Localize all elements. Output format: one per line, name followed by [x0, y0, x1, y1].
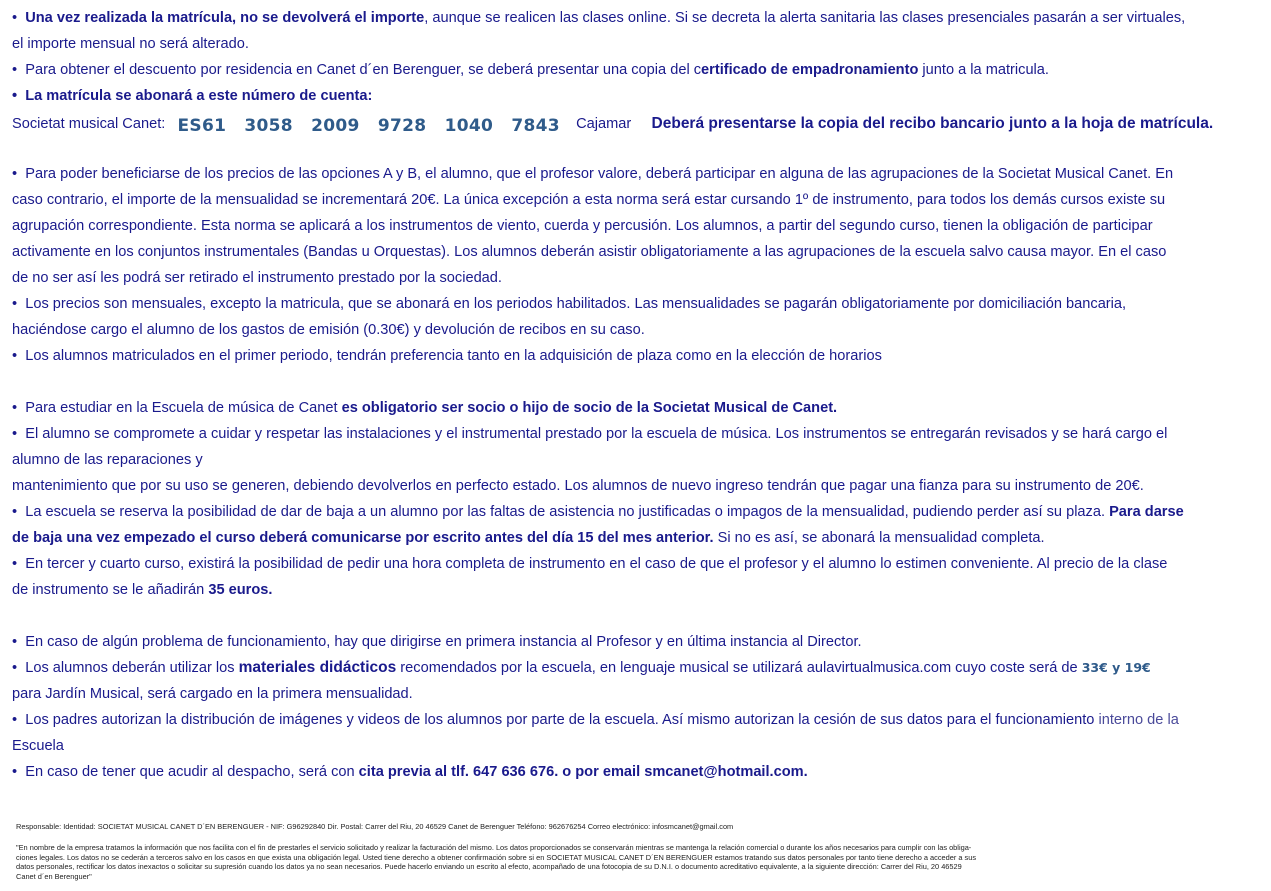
account-header: La matrícula se abonará a este número de cuenta:: [25, 88, 373, 104]
line-p4-5: Escuela: [12, 738, 64, 754]
line-p4-2: • Los alumnos deberán utilizar los materiales didácticos recomendados por la escuela, en lenguaje musical se utilizará aulavirtualmusica.com cuyo coste será de 33€ y 19€: [12, 659, 1151, 676]
prices-text: Los precios son mensuales, excepto la matricula, que se abonará en los periodos habilitados. Las mensualidades se pagarán obligatoriamente por domiciliación bancaria,: [25, 296, 1127, 312]
line-p3-8: [12, 577, 1257, 603]
materials-text-cont: recomendados por la escuela, en lenguaje musical se utilizará aulavirtualmusica.com cuyo coste será de: [396, 660, 1082, 676]
line-refund-cont: el importe mensual no será alterado.: [12, 36, 249, 52]
account-label: Societat musical Canet:: [12, 116, 166, 132]
line-p2-1: • Para poder beneficiarse de los precios de las opciones A y B, el alumno, que el profesor valore, deberá participar en alguna de las agrupaciones de la Societat Musical Canet. En: [12, 166, 1174, 182]
footer-privacy-4: Canet d´en Berenguer": [16, 871, 92, 881]
extra-hour-price: 35 euros.: [208, 582, 273, 598]
line-p2-7: haciéndose cargo el alumno de los gastos de emisión (0.30€) y devolución de recibos en su caso.: [12, 322, 645, 338]
withdrawal-text-end: Si no es así, se abonará la mensualidad completa.: [713, 530, 1045, 546]
line-p3-4: mantenimiento que por su uso se generen, debiendo devolverlos en perfecto estado. Los alumnos de nuevo ingreso tendrán que pagar una fianza para su instrumento de 20€.: [12, 478, 1144, 494]
extra-hour-text-cont: de instrumento se le añadirán: [12, 582, 209, 598]
images-text: Los padres autorizan la distribución de imágenes y videos de los alumnos por parte de la escuela. Así mismo autorizan la cesión de sus datos para el funcionamiento: [25, 712, 1099, 728]
line-p4-4: • Los padres autorizan la distribución de imágenes y videos de los alumnos por parte de la escuela. Así mismo autorizan la cesión de sus datos para el funcionamiento interno de la: [12, 712, 1179, 728]
p2-text: Para poder beneficiarse de los precios de las opciones A y B, el alumno, que el profesor valore, deberá participar en alguna de las agrupaciones de la Societat Musical Canet. En: [25, 166, 1174, 182]
materials-text: Los alumnos deberán utilizar los: [25, 660, 239, 676]
care-text: El alumno se compromete a cuidar y respetar las instalaciones y el instrumental prestado por la escuela de música. Los instrumentos se entregarán revisados y se hará cargo el: [25, 426, 1168, 442]
extra-hour-text: En tercer y cuarto curso, existirá la posibilidad de pedir una hora completa de instrumento en el caso de que el profesor y el alumno lo estimen conveniente. Al precio de la clase: [25, 556, 1168, 572]
line-p2-5: de no ser así les podrá ser retirado el instrumento prestado por la sociedad.: [12, 270, 502, 286]
withdrawal-bold: Para darse: [1109, 504, 1184, 520]
office-contact: cita previa al tlf. 647 636 676. o por email smcanet@hotmail.com.: [358, 764, 808, 780]
residence-bold: ertificado de empadronamiento: [701, 62, 919, 78]
iban-number: ES61 3058 2009 9728 1040 7843: [177, 116, 560, 136]
withdrawal-text: La escuela se reserva la posibilidad de dar de baja a un alumno por las faltas de asistencia no justificadas o impagos de la mensualidad, pudiendo perder así su plaza.: [25, 504, 1110, 520]
office-text: En caso de tener que acudir al despacho, será con: [25, 764, 359, 780]
line-p4-6: • En caso de tener que acudir al despacho, será con cita previa al tlf. 647 636 676. o por email smcanet@hotmail.com.: [12, 764, 808, 780]
line-p3-3: alumno de las reparaciones y: [12, 452, 203, 468]
residence-text: Para obtener el descuento por residencia en Canet d´en Berenguer, se deberá presentar una copia del c: [25, 62, 702, 78]
materials-price: 33€ y 19€: [1081, 660, 1151, 675]
membership-text: Para estudiar en la Escuela de música de Canet: [25, 400, 342, 416]
line-p3-1: • Para estudiar en la Escuela de música de Canet es obligatorio ser socio o hijo de socio de la Societat Musical de Canet.: [12, 400, 838, 416]
materials-bold: materiales didácticos: [238, 659, 397, 676]
line-p2-2: caso contrario, el importe de la mensualidad se incrementará 20€. La única excepción a esta norma será estar cursando 1º de instrumento, para todos los demás cursos existe su: [12, 192, 1166, 208]
line-p2-6: • Los precios son mensuales, excepto la matricula, que se abonará en los periodos habilitados. Las mensualidades se pagarán obligatoriamente por domiciliación bancaria,: [12, 296, 1127, 312]
preference-text: Los alumnos matriculados en el primer periodo, tendrán preferencia tanto en la adquisición de plaza como en la elección de horarios: [25, 348, 882, 364]
residence-text-end: junto a la matricula.: [918, 62, 1049, 78]
bank-name: Cajamar: [576, 116, 632, 132]
line-p4-1: • En caso de algún problema de funcionamiento, hay que dirigirse en primera instancia al Profesor y en última instancia al Director.: [12, 634, 862, 650]
line-p2-8: • Los alumnos matriculados en el primer periodo, tendrán preferencia tanto en la adquisición de plaza como en la elección de horarios: [12, 348, 882, 364]
line-p4-3: para Jardín Musical, será cargado en la primera mensualidad.: [12, 686, 413, 702]
line-account: [12, 110, 1257, 137]
images-text-end: interno de la: [1098, 712, 1179, 728]
line-account-header: • La matrícula se abonará a este número de cuenta:: [12, 88, 373, 104]
line-residence: • Para obtener el descuento por residencia en Canet d´en Berenguer, se deberá presentar una copia del certificado de empadronamiento junto a la matricula.: [12, 62, 1049, 78]
line-p2-3: agrupación correspondiente. Esta norma se aplicará a los instrumentos de viento, cuerda y percusión. Los alumnos, a partir del segundo curso, tienen la obligación de participar: [12, 218, 1153, 234]
membership-bold: es obligatorio ser socio o hijo de socio de la Societat Musical de Canet.: [341, 400, 838, 416]
line-refund: • Una vez realizada la matrícula, no se devolverá el importe, aunque se realicen las clases online. Si se decreta la alerta sanitaria las clases presenciales pasarán a ser virtuales,: [12, 10, 1186, 26]
footer-privacy-1: "En nombre de la empresa tratamos la información que nos facilita con el fin de prestarles el servicio solicitado y realizar la facturación del mismo. Los datos proporcionados se conservarán mientras se mantenga la relación comercial o durante los años necesarios para cumplir con las obliga-: [16, 843, 972, 852]
footer-privacy-3: datos personales, rectificar los datos inexactos o solicitar su supresión cuando los datos ya no sean necesarios. Puede hacerlo enviando un escrito al efecto, acompañado de una fotocopia de su D.N.I. o documento acreditativo equivalente, a la siguiente dirección: Carrer del Riu, 20 46529: [16, 862, 962, 871]
refund-text: , aunque se realicen las clases online. Si se decreta la alerta sanitaria las clases presenciales pasarán a ser virtuales,: [424, 10, 1186, 26]
refund-bold: Una vez realizada la matrícula, no se devolverá el importe: [25, 10, 425, 26]
line-p3-7: • En tercer y cuarto curso, existirá la posibilidad de pedir una hora completa de instrumento en el caso de que el profesor y el alumno lo estimen conveniente. Al precio de la clase: [12, 556, 1168, 572]
receipt-notice: Deberá presentarse la copia del recibo bancario junto a la hoja de matrícula.: [651, 115, 1214, 132]
withdrawal-bold-cont: de baja una vez empezado el curso deberá comunicarse por escrito antes del día 15 del mes anterior.: [12, 530, 714, 546]
footer-privacy-2: ciones legales. Los datos no se cederán a terceros salvo en los casos en que exista una obligación legal. Usted tiene derecho a obtener confirmación sobre si en SOCIETAT MUSICAL CANET D´EN BERENGUER estamos tratando sus datos personales por tanto tiene derecho a acceder a sus: [16, 852, 977, 862]
line-p3-6: [12, 525, 1257, 551]
line-p3-5: • La escuela se reserva la posibilidad de dar de baja a un alumno por las faltas de asistencia no justificadas o impagos de la mensualidad, pudiendo perder así su plaza. Para darse: [12, 504, 1184, 520]
line-p3-2: • El alumno se compromete a cuidar y respetar las instalaciones y el instrumental prestado por la escuela de música. Los instrumentos se entregarán revisados y se hará cargo el: [12, 426, 1168, 442]
problems-text: En caso de algún problema de funcionamiento, hay que dirigirse en primera instancia al Profesor y en última instancia al Director.: [25, 634, 862, 650]
footer-responsible: Responsable: Identidad: SOCIETAT MUSICAL CANET D´EN BERENGUER - NIF: G96292840 Dir. Postal: Carrer del Riu, 20 46529 Canet de Berenguer Teléfono: 962676254 Correo electrónico: infosmcanet@gmail.com: [16, 822, 734, 831]
line-p2-4: activamente en los conjuntos instrumentales (Bandas u Orquestas). Los alumnos deberán asistir obligatoriamente a las agrupaciones de la escuela salvo causa mayor. En el caso: [12, 244, 1167, 260]
